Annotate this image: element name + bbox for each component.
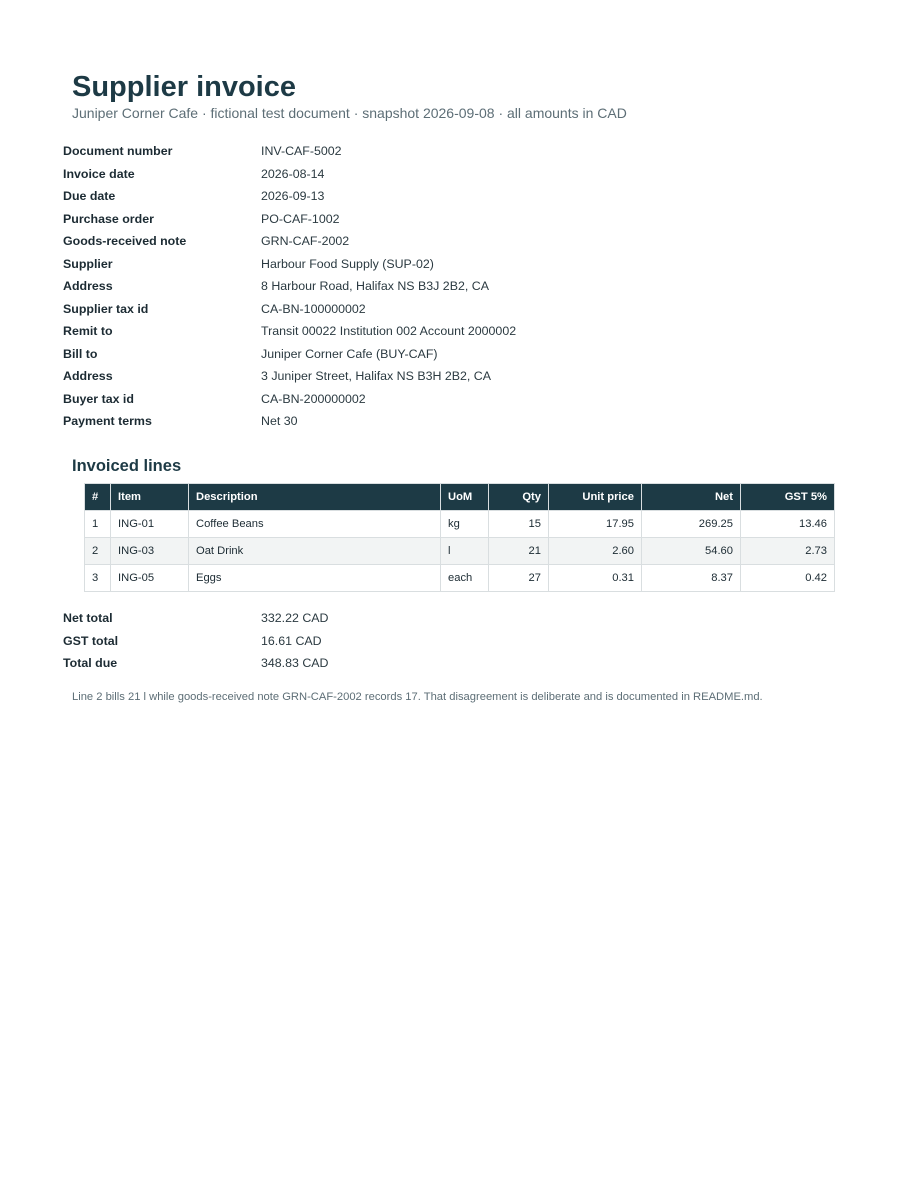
detail-label: Document number xyxy=(63,144,173,159)
total-row-gst xyxy=(63,630,329,653)
cell-qty: 21 xyxy=(489,538,549,565)
detail-row-supplier xyxy=(63,253,516,276)
detail-value: 3 Juniper Street, Halifax NS B3H 2B2, CA xyxy=(261,369,492,384)
detail-label: Goods-received note xyxy=(63,234,187,249)
cell-gst: 2.73 xyxy=(741,538,835,565)
cell-uom: l xyxy=(441,538,489,565)
detail-value: PO-CAF-1002 xyxy=(261,211,340,226)
column-header-net: Net xyxy=(642,484,741,511)
column-header-item: Item xyxy=(111,484,189,511)
cell-item: ING-03 xyxy=(111,538,189,565)
invoiced-lines-table xyxy=(84,483,835,592)
table-row xyxy=(85,565,835,592)
cell-number: 3 xyxy=(85,565,111,592)
detail-value: CA-BN-200000002 xyxy=(261,391,366,406)
cell-description: Eggs xyxy=(189,565,441,592)
column-header-qty: Qty xyxy=(489,484,549,511)
detail-row-document-number xyxy=(63,140,516,163)
cell-unit-price: 17.95 xyxy=(549,511,642,538)
cell-item: ING-01 xyxy=(111,511,189,538)
invoice-details xyxy=(63,140,516,433)
detail-label: Bill to xyxy=(63,346,98,361)
detail-label: Supplier xyxy=(63,256,113,271)
detail-label: Purchase order xyxy=(63,211,154,226)
detail-row-due-date xyxy=(63,185,516,208)
invoice-totals xyxy=(63,607,329,675)
detail-value: Net 30 xyxy=(261,414,298,429)
detail-value: 8 Harbour Road, Halifax NS B3J 2B2, CA xyxy=(261,279,489,294)
detail-value: Harbour Food Supply (SUP-02) xyxy=(261,256,434,271)
footnote: Line 2 bills 21 l while goods-received note GRN-CAF-2002 records 17. That disagreement is deliberate and is documented in README.md. xyxy=(72,691,763,703)
column-header-description: Description xyxy=(189,484,441,511)
detail-label: Address xyxy=(63,279,113,294)
cell-unit-price: 0.31 xyxy=(549,565,642,592)
detail-row-supplier-tax-id xyxy=(63,298,516,321)
detail-label: Supplier tax id xyxy=(63,301,149,316)
detail-row-goods-received-note xyxy=(63,230,516,253)
total-value: 332.22 CAD xyxy=(261,611,329,626)
cell-description: Coffee Beans xyxy=(189,511,441,538)
total-row-due xyxy=(63,652,329,675)
total-value: 16.61 CAD xyxy=(261,633,322,648)
cell-gst: 0.42 xyxy=(741,565,835,592)
table-row xyxy=(85,538,835,565)
total-value: 348.83 CAD xyxy=(261,656,329,671)
detail-row-invoice-date xyxy=(63,163,516,186)
detail-label: Buyer tax id xyxy=(63,391,134,406)
cell-qty: 27 xyxy=(489,565,549,592)
table-row xyxy=(85,511,835,538)
cell-uom: kg xyxy=(441,511,489,538)
cell-net: 8.37 xyxy=(642,565,741,592)
cell-qty: 15 xyxy=(489,511,549,538)
page-subtitle: Juniper Corner Cafe · fictional test document · snapshot 2026-09-08 · all amounts in CAD xyxy=(72,105,627,121)
detail-label: Payment terms xyxy=(63,414,152,429)
cell-net: 54.60 xyxy=(642,538,741,565)
page-title: Supplier invoice xyxy=(72,71,296,103)
detail-label: Due date xyxy=(63,189,116,204)
detail-value: CA-BN-100000002 xyxy=(261,301,366,316)
section-title-invoiced-lines: Invoiced lines xyxy=(72,457,182,475)
cell-net: 269.25 xyxy=(642,511,741,538)
total-row-net xyxy=(63,607,329,630)
detail-row-buyer-tax-id xyxy=(63,388,516,411)
detail-row-bill-to xyxy=(63,343,516,366)
total-label: Total due xyxy=(63,656,118,671)
detail-value: 2026-09-13 xyxy=(261,189,325,204)
cell-unit-price: 2.60 xyxy=(549,538,642,565)
detail-label: Invoice date xyxy=(63,166,135,181)
detail-label: Remit to xyxy=(63,324,113,339)
cell-item: ING-05 xyxy=(111,565,189,592)
total-label: GST total xyxy=(63,633,119,648)
detail-value: INV-CAF-5002 xyxy=(261,144,342,159)
detail-row-payment-terms xyxy=(63,410,516,433)
detail-row-supplier-address xyxy=(63,275,516,298)
detail-row-buyer-address xyxy=(63,365,516,388)
column-header-number: # xyxy=(85,484,111,511)
detail-value: Juniper Corner Cafe (BUY-CAF) xyxy=(261,346,438,361)
column-header-gst: GST 5% xyxy=(741,484,835,511)
column-header-unit-price: Unit price xyxy=(549,484,642,511)
total-label: Net total xyxy=(63,611,113,626)
detail-row-purchase-order xyxy=(63,208,516,231)
table-header-row xyxy=(85,484,835,511)
detail-label: Address xyxy=(63,369,113,384)
detail-value: Transit 00022 Institution 002 Account 2000002 xyxy=(261,324,517,339)
cell-number: 2 xyxy=(85,538,111,565)
column-header-uom: UoM xyxy=(441,484,489,511)
cell-gst: 13.46 xyxy=(741,511,835,538)
detail-value: GRN-CAF-2002 xyxy=(261,234,350,249)
cell-description: Oat Drink xyxy=(189,538,441,565)
detail-value: 2026-08-14 xyxy=(261,166,325,181)
cell-uom: each xyxy=(441,565,489,592)
detail-row-remit-to xyxy=(63,320,516,343)
cell-number: 1 xyxy=(85,511,111,538)
